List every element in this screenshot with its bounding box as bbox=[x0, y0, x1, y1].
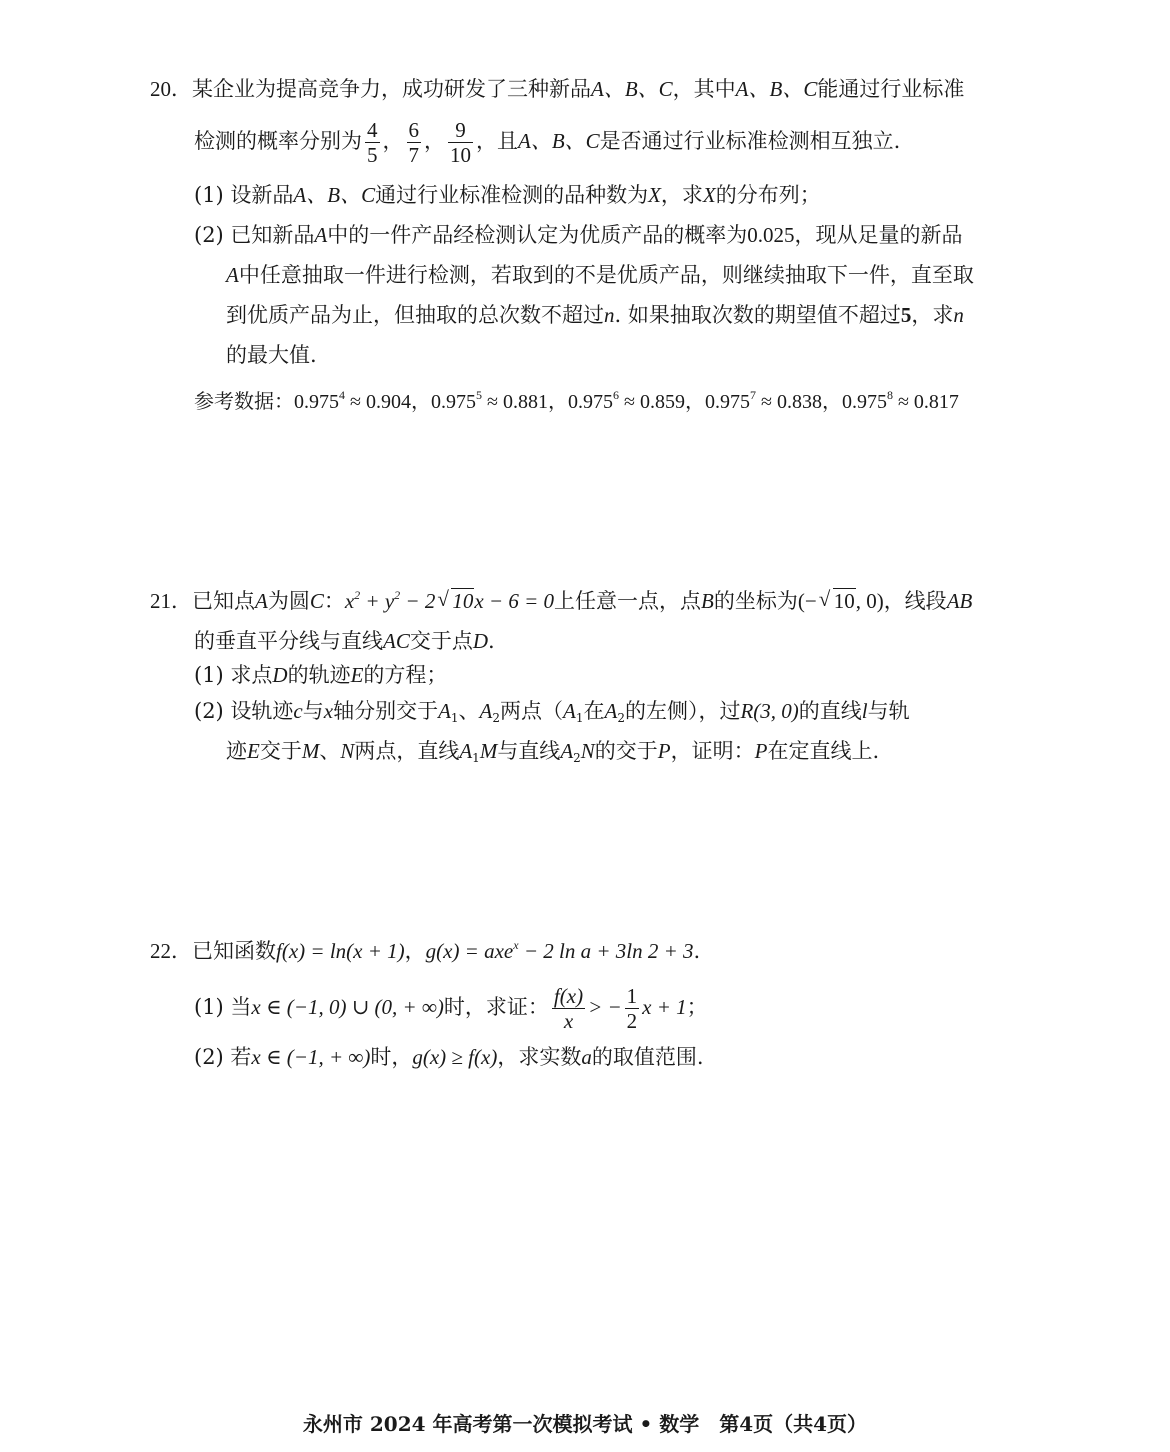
q21-line-1: 21．已知点A为圆C：$x^2 + y^2 - 2√$ 10x − 6 = 0上任意一点，点B的坐标为(−√ 10, 0)，线段AB bbox=[150, 586, 972, 616]
fraction-fx-over-x: $\frac{f(x)}{x}$ bbox=[553, 984, 584, 1033]
q20-part-2-line-3: 到优质产品为止，但抽取的总次数不超过n. 如果抽取次数的期望值不超过5，求n bbox=[226, 303, 964, 327]
q20-part-2-line-2: A中任意抽取一件进行检测，若取到的不是优质产品，则继续抽取下一件，直至取 bbox=[226, 263, 974, 287]
q21-line-2: 的垂直平分线与直线AC交于点D. bbox=[194, 629, 495, 653]
q21-number: 21． bbox=[150, 589, 192, 613]
q20-reference-data: 参考数据：$0.975^4 \approx 0.904$，$0.975^5 \approx 0.881$，$0.975^6 \approx 0.859$，$0.975^7 \approx 0.838$，$0.975^8 \approx 0.817$ bbox=[194, 388, 959, 413]
q20-line-2: 检测的概率分别为 $\frac{4}{5}$ ， $\frac{6}{7}$ ， $\frac{9}{10}$ ，且A、B、C是否通过行业标准检测相互独立. bbox=[194, 118, 901, 167]
page-footer: 永州市 2024 年高考第一次模拟考试 • 数学 第4页（共4页） bbox=[302, 1412, 868, 1436]
fraction-4-5: $\frac{4}{5}$ bbox=[367, 118, 378, 167]
fraction-1-2: $\frac{1}{2}$ bbox=[626, 984, 638, 1033]
q20-part-2-line-1: (2) 已知新品A中的一件产品经检测认定为优质产品的概率为0.025，现从足量的新品 bbox=[194, 223, 963, 247]
fraction-6-7: $\frac{6}{7}$ bbox=[408, 118, 419, 167]
function-f: f(x) = ln(x + 1) bbox=[276, 939, 405, 963]
q20-line-1: 20．某企业为提高竞争力，成功研发了三种新品A、B、C，其中A、B、C能通过行业标准 bbox=[150, 77, 965, 101]
q20-number: 20． bbox=[150, 77, 192, 101]
q22-part-1: (1) 当x ∈ (−1, 0) ∪ (0, + ∞)时，求证： $\frac{f(x)}{x}$ > − $\frac{1}{2}$ x + 1； bbox=[194, 984, 708, 1033]
q21-part-2-line-1: (2) 设轨迹c与x轴分别交于$A_1$、$A_2$两点（$A_1$在$A_2$的左侧），过R(3, 0)的直线l与轨 bbox=[194, 699, 910, 725]
fraction-9-10: $\frac{9}{10}$ bbox=[450, 118, 471, 167]
point-b-coordinates: (−√ 10, 0) bbox=[798, 589, 884, 613]
circle-equation: $x^2 + y^2 - 2√$ 10x − 6 = 0 bbox=[345, 589, 554, 613]
q22-number: 22． bbox=[150, 939, 192, 963]
q21-part-2-line-2: 迹E交于M、N两点，直线$A_1M$与直线$A_2N$的交于P，证明：P在定直线上. bbox=[226, 739, 880, 765]
q20-part-1: (1) 设新品A、B、C通过行业标准检测的品种数为X，求X的分布列； bbox=[194, 183, 821, 207]
q22-line-1: 22．已知函数f(x) = ln(x + 1)，g(x) = axe$^x$ − 2 ln a + 3ln 2 + 3. bbox=[150, 938, 701, 963]
q21-part-1: (1) 求点D的轨迹E的方程； bbox=[194, 663, 448, 687]
q22-part-2: (2) 若x ∈ (−1, + ∞)时，g(x) ≥ f(x)，求实数a的取值范围. bbox=[194, 1045, 704, 1069]
function-g: g(x) = axe$^x$ − 2 ln a + 3ln 2 + 3 bbox=[425, 938, 694, 963]
q20-part-2-line-4: 的最大值. bbox=[226, 343, 317, 367]
